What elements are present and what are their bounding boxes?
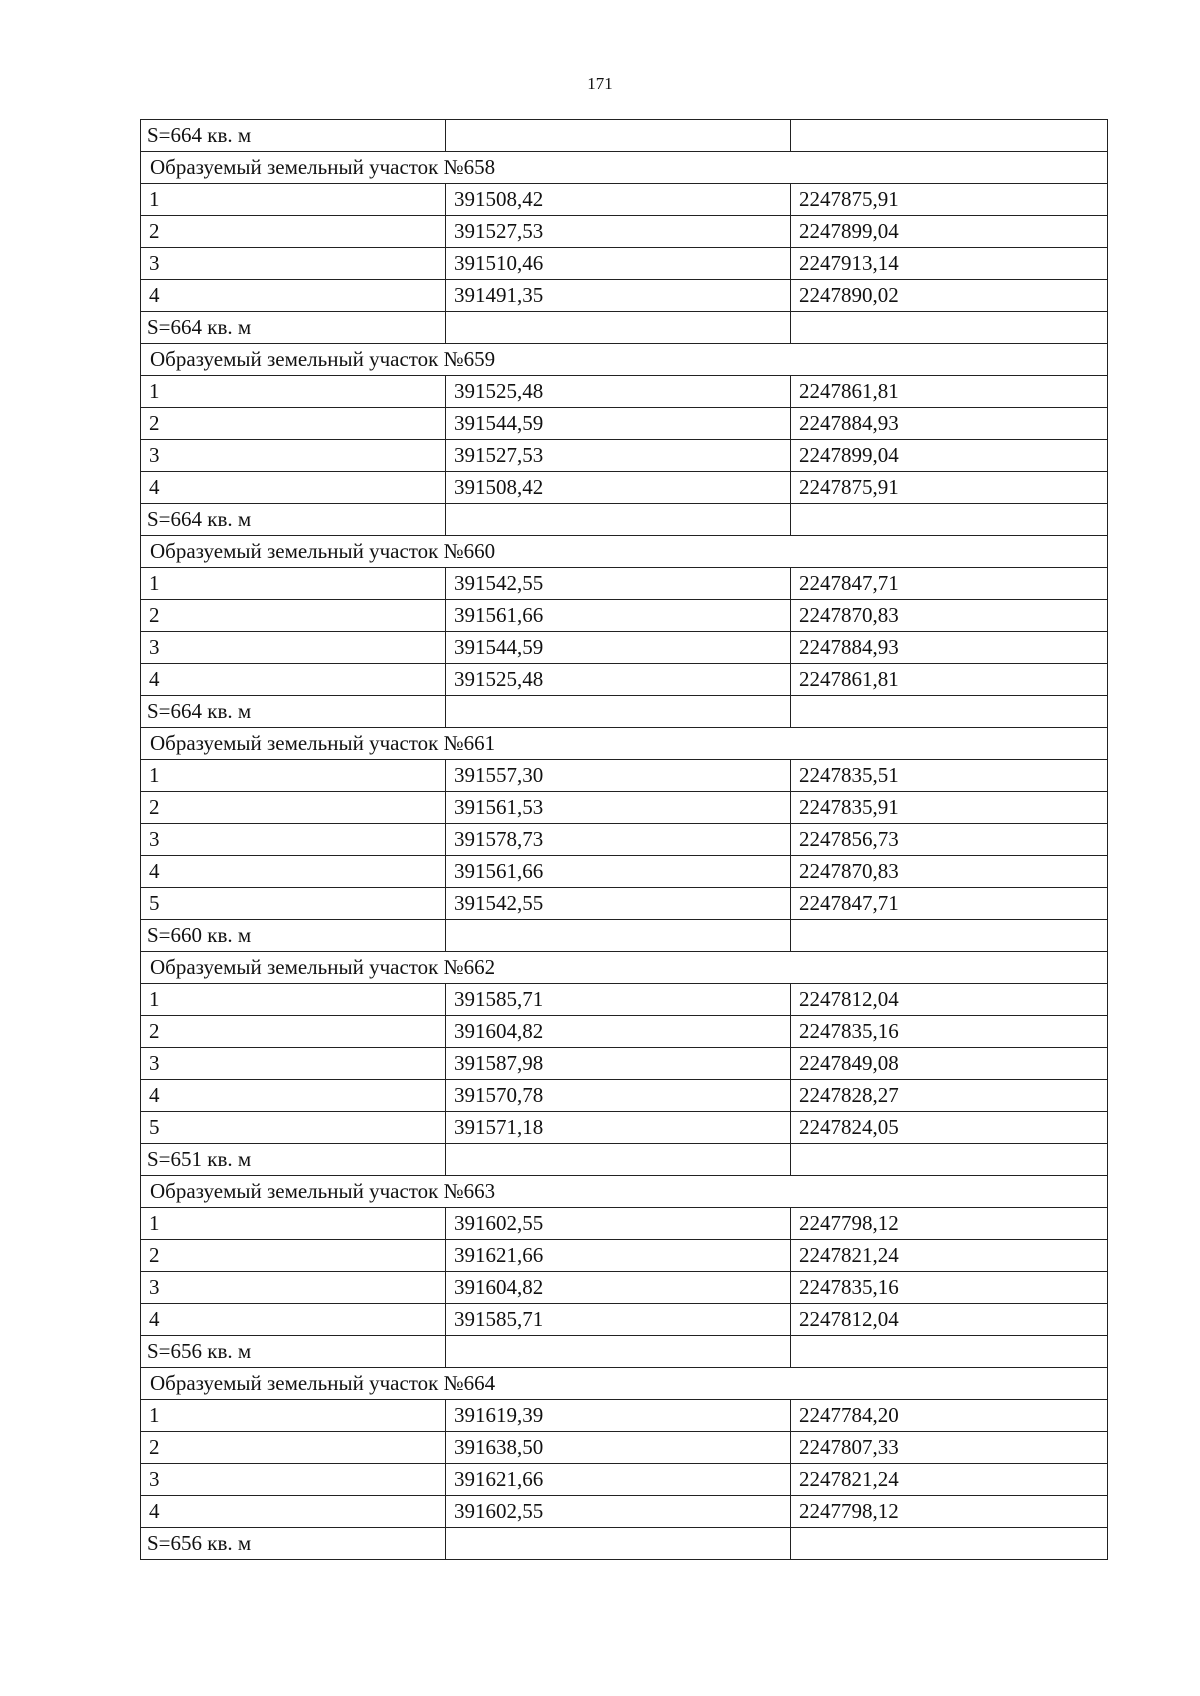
point-number: 1 bbox=[141, 1208, 446, 1240]
parcel-title: Образуемый земельный участок №662 bbox=[141, 952, 1108, 984]
coordinate-x: 391525,48 bbox=[446, 664, 791, 696]
parcel-header-row bbox=[141, 344, 1108, 376]
coordinate-y: 2247828,27 bbox=[791, 1080, 1108, 1112]
empty-cell bbox=[791, 312, 1108, 344]
parcel-header-row bbox=[141, 152, 1108, 184]
point-number: 1 bbox=[141, 760, 446, 792]
coordinate-x: 391561,66 bbox=[446, 856, 791, 888]
table-row bbox=[141, 376, 1108, 408]
point-number: 3 bbox=[141, 440, 446, 472]
coordinate-x: 391604,82 bbox=[446, 1272, 791, 1304]
coordinate-y: 2247870,83 bbox=[791, 856, 1108, 888]
table-row bbox=[141, 1464, 1108, 1496]
point-number: 3 bbox=[141, 824, 446, 856]
point-number: 1 bbox=[141, 568, 446, 600]
point-number: 2 bbox=[141, 1240, 446, 1272]
table-row bbox=[141, 760, 1108, 792]
coordinate-x: 391561,53 bbox=[446, 792, 791, 824]
coordinate-x: 391570,78 bbox=[446, 1080, 791, 1112]
coordinate-y: 2247847,71 bbox=[791, 888, 1108, 920]
point-number: 4 bbox=[141, 856, 446, 888]
table-row bbox=[141, 1400, 1108, 1432]
point-number: 4 bbox=[141, 1304, 446, 1336]
table-row bbox=[141, 792, 1108, 824]
coordinate-y: 2247784,20 bbox=[791, 1400, 1108, 1432]
parcel-area-row bbox=[141, 1336, 1108, 1368]
coordinate-x: 391621,66 bbox=[446, 1240, 791, 1272]
coordinate-x: 391527,53 bbox=[446, 440, 791, 472]
point-number: 2 bbox=[141, 792, 446, 824]
parcel-area: S=664 кв. м bbox=[141, 696, 446, 728]
parcel-area-row bbox=[141, 696, 1108, 728]
coordinate-x: 391542,55 bbox=[446, 888, 791, 920]
parcel-title: Образуемый земельный участок №660 bbox=[141, 536, 1108, 568]
table-row bbox=[141, 472, 1108, 504]
empty-cell bbox=[791, 696, 1108, 728]
coordinate-y: 2247899,04 bbox=[791, 440, 1108, 472]
table-row bbox=[141, 1112, 1108, 1144]
point-number: 4 bbox=[141, 280, 446, 312]
coordinates-table bbox=[140, 119, 1108, 1560]
coordinate-x: 391544,59 bbox=[446, 408, 791, 440]
empty-cell bbox=[446, 920, 791, 952]
point-number: 3 bbox=[141, 632, 446, 664]
coordinate-y: 2247913,14 bbox=[791, 248, 1108, 280]
parcel-header-row bbox=[141, 1368, 1108, 1400]
empty-cell bbox=[446, 1144, 791, 1176]
table-row bbox=[141, 1496, 1108, 1528]
parcel-area-row bbox=[141, 920, 1108, 952]
empty-cell bbox=[446, 1336, 791, 1368]
coordinate-y: 2247870,83 bbox=[791, 600, 1108, 632]
table-row bbox=[141, 184, 1108, 216]
table-row bbox=[141, 1272, 1108, 1304]
coordinate-y: 2247861,81 bbox=[791, 664, 1108, 696]
parcel-area: S=656 кв. м bbox=[141, 1528, 446, 1560]
coordinate-y: 2247835,51 bbox=[791, 760, 1108, 792]
coordinate-y: 2247835,16 bbox=[791, 1016, 1108, 1048]
point-number: 2 bbox=[141, 408, 446, 440]
point-number: 1 bbox=[141, 184, 446, 216]
table-row bbox=[141, 824, 1108, 856]
parcel-title: Образуемый земельный участок №659 bbox=[141, 344, 1108, 376]
coordinate-y: 2247798,12 bbox=[791, 1208, 1108, 1240]
parcel-area-row bbox=[141, 312, 1108, 344]
coordinate-y: 2247835,91 bbox=[791, 792, 1108, 824]
coordinates-table-body bbox=[141, 120, 1108, 1560]
table-row bbox=[141, 568, 1108, 600]
table-row bbox=[141, 1016, 1108, 1048]
table-row bbox=[141, 1240, 1108, 1272]
coordinate-x: 391585,71 bbox=[446, 984, 791, 1016]
coordinate-x: 391619,39 bbox=[446, 1400, 791, 1432]
coordinate-x: 391585,71 bbox=[446, 1304, 791, 1336]
table-row bbox=[141, 984, 1108, 1016]
parcel-area-row bbox=[141, 120, 1108, 152]
coordinate-y: 2247875,91 bbox=[791, 472, 1108, 504]
empty-cell bbox=[446, 504, 791, 536]
table-row bbox=[141, 1080, 1108, 1112]
point-number: 5 bbox=[141, 888, 446, 920]
table-row bbox=[141, 280, 1108, 312]
coordinate-x: 391508,42 bbox=[446, 184, 791, 216]
point-number: 3 bbox=[141, 1048, 446, 1080]
parcel-area: S=664 кв. м bbox=[141, 312, 446, 344]
coordinate-x: 391542,55 bbox=[446, 568, 791, 600]
coordinate-x: 391510,46 bbox=[446, 248, 791, 280]
coordinate-y: 2247821,24 bbox=[791, 1240, 1108, 1272]
coordinate-x: 391571,18 bbox=[446, 1112, 791, 1144]
coordinate-y: 2247835,16 bbox=[791, 1272, 1108, 1304]
coordinate-y: 2247899,04 bbox=[791, 216, 1108, 248]
point-number: 1 bbox=[141, 376, 446, 408]
point-number: 4 bbox=[141, 664, 446, 696]
coordinate-x: 391491,35 bbox=[446, 280, 791, 312]
point-number: 4 bbox=[141, 1080, 446, 1112]
point-number: 1 bbox=[141, 1400, 446, 1432]
coordinate-y: 2247812,04 bbox=[791, 1304, 1108, 1336]
coordinate-x: 391621,66 bbox=[446, 1464, 791, 1496]
empty-cell bbox=[446, 1528, 791, 1560]
coordinate-y: 2247824,05 bbox=[791, 1112, 1108, 1144]
coordinate-x: 391544,59 bbox=[446, 632, 791, 664]
coordinate-y: 2247884,93 bbox=[791, 408, 1108, 440]
empty-cell bbox=[446, 312, 791, 344]
parcel-area-row bbox=[141, 504, 1108, 536]
point-number: 2 bbox=[141, 1016, 446, 1048]
parcel-header-row bbox=[141, 1176, 1108, 1208]
table-row bbox=[141, 1208, 1108, 1240]
table-row bbox=[141, 1048, 1108, 1080]
parcel-title: Образуемый земельный участок №661 bbox=[141, 728, 1108, 760]
point-number: 3 bbox=[141, 248, 446, 280]
parcel-title: Образуемый земельный участок №664 bbox=[141, 1368, 1108, 1400]
point-number: 4 bbox=[141, 472, 446, 504]
coordinate-x: 391557,30 bbox=[446, 760, 791, 792]
page-number: 171 bbox=[587, 74, 613, 93]
coordinate-y: 2247849,08 bbox=[791, 1048, 1108, 1080]
coordinate-x: 391525,48 bbox=[446, 376, 791, 408]
coordinate-x: 391604,82 bbox=[446, 1016, 791, 1048]
parcel-area: S=656 кв. м bbox=[141, 1336, 446, 1368]
parcel-title: Образуемый земельный участок №663 bbox=[141, 1176, 1108, 1208]
point-number: 2 bbox=[141, 600, 446, 632]
table-row bbox=[141, 600, 1108, 632]
coordinate-y: 2247821,24 bbox=[791, 1464, 1108, 1496]
point-number: 5 bbox=[141, 1112, 446, 1144]
parcel-header-row bbox=[141, 952, 1108, 984]
parcel-header-row bbox=[141, 728, 1108, 760]
point-number: 4 bbox=[141, 1496, 446, 1528]
parcel-area-row bbox=[141, 1528, 1108, 1560]
coordinate-y: 2247861,81 bbox=[791, 376, 1108, 408]
parcel-area: S=651 кв. м bbox=[141, 1144, 446, 1176]
coordinate-y: 2247856,73 bbox=[791, 824, 1108, 856]
empty-cell bbox=[791, 1144, 1108, 1176]
empty-cell bbox=[791, 920, 1108, 952]
point-number: 1 bbox=[141, 984, 446, 1016]
parcel-title: Образуемый земельный участок №658 bbox=[141, 152, 1108, 184]
point-number: 3 bbox=[141, 1272, 446, 1304]
empty-cell bbox=[791, 504, 1108, 536]
table-row bbox=[141, 1432, 1108, 1464]
empty-cell bbox=[791, 1336, 1108, 1368]
parcel-area-row bbox=[141, 1144, 1108, 1176]
coordinate-x: 391638,50 bbox=[446, 1432, 791, 1464]
empty-cell bbox=[791, 120, 1108, 152]
table-row bbox=[141, 632, 1108, 664]
table-row bbox=[141, 856, 1108, 888]
table-row bbox=[141, 664, 1108, 696]
coordinate-y: 2247890,02 bbox=[791, 280, 1108, 312]
coordinate-y: 2247798,12 bbox=[791, 1496, 1108, 1528]
coordinate-x: 391508,42 bbox=[446, 472, 791, 504]
table-row bbox=[141, 216, 1108, 248]
table-row bbox=[141, 888, 1108, 920]
parcel-area: S=664 кв. м bbox=[141, 120, 446, 152]
table-row bbox=[141, 1304, 1108, 1336]
empty-cell bbox=[446, 696, 791, 728]
coordinate-x: 391587,98 bbox=[446, 1048, 791, 1080]
parcel-area: S=664 кв. м bbox=[141, 504, 446, 536]
point-number: 2 bbox=[141, 216, 446, 248]
coordinate-y: 2247884,93 bbox=[791, 632, 1108, 664]
empty-cell bbox=[791, 1528, 1108, 1560]
coordinate-x: 391561,66 bbox=[446, 600, 791, 632]
coordinate-x: 391527,53 bbox=[446, 216, 791, 248]
coordinate-y: 2247807,33 bbox=[791, 1432, 1108, 1464]
point-number: 3 bbox=[141, 1464, 446, 1496]
coordinate-y: 2247847,71 bbox=[791, 568, 1108, 600]
coordinate-x: 391578,73 bbox=[446, 824, 791, 856]
coordinate-y: 2247812,04 bbox=[791, 984, 1108, 1016]
coordinate-x: 391602,55 bbox=[446, 1208, 791, 1240]
parcel-area: S=660 кв. м bbox=[141, 920, 446, 952]
point-number: 2 bbox=[141, 1432, 446, 1464]
parcel-header-row bbox=[141, 536, 1108, 568]
coordinate-x: 391602,55 bbox=[446, 1496, 791, 1528]
table-row bbox=[141, 248, 1108, 280]
table-row bbox=[141, 440, 1108, 472]
empty-cell bbox=[446, 120, 791, 152]
coordinate-y: 2247875,91 bbox=[791, 184, 1108, 216]
table-row bbox=[141, 408, 1108, 440]
